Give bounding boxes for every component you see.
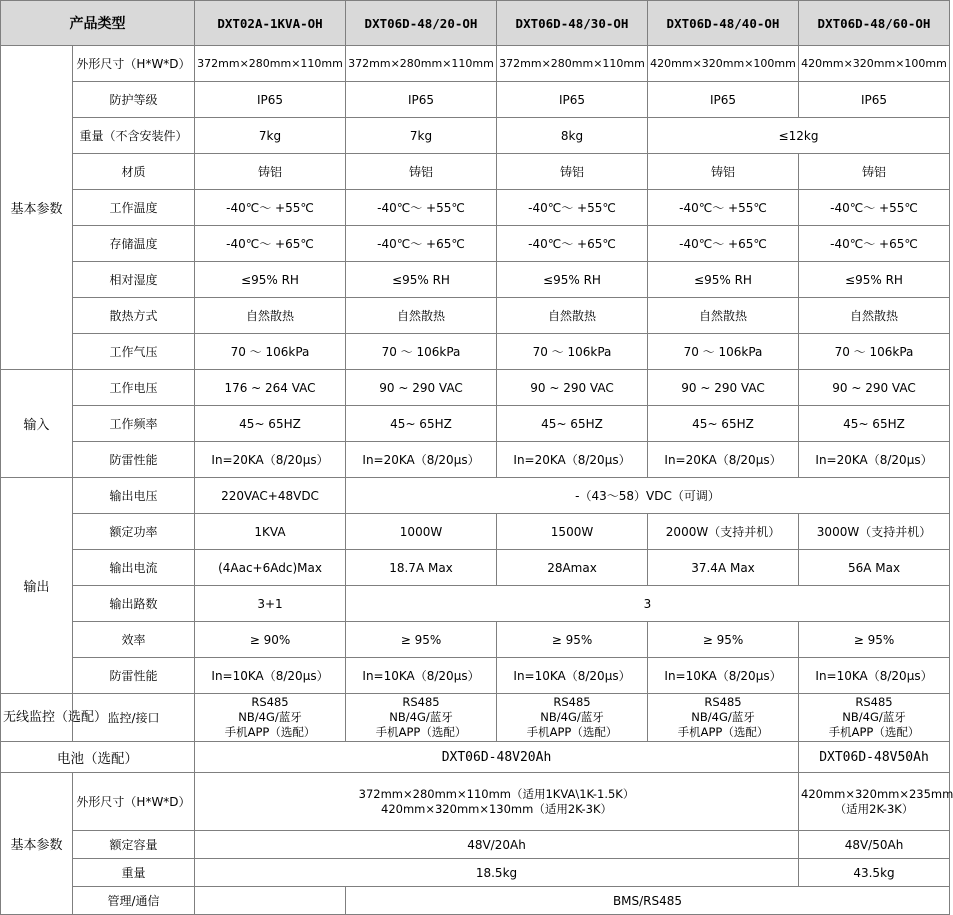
cell: 18.5kg [195,859,799,887]
table-row [1,859,950,887]
cell: IP65 [648,82,799,118]
cell: 70 ～ 106kPa [799,334,950,370]
cell-line: （适用2K-3K） [834,801,914,816]
cell: 70 ～ 106kPa [346,334,497,370]
table-row [1,370,950,406]
cell: 45~ 65HZ [195,406,346,442]
cell: 45~ 65HZ [346,406,497,442]
table-row [1,831,950,859]
cell: 56A Max [799,550,950,586]
cell: -40℃～ +65℃ [648,226,799,262]
row-label: 外形尺寸（H*W*D） [73,773,195,831]
row-label: 工作频率 [73,406,195,442]
battery-model-a: DXT06D-48V20Ah [195,742,799,773]
table-row [1,586,950,622]
cell [195,773,799,831]
row-label: 输出路数 [73,586,195,622]
row-label: 防雷性能 [73,658,195,694]
cell: 372mm×280mm×110mm [346,46,497,82]
table-row [1,262,950,298]
cell [648,694,799,742]
cell: In=10KA（8/20μs） [497,658,648,694]
cell-line: NB/4G/蓝牙 [238,710,302,724]
cell: 420mm×320mm×100mm [648,46,799,82]
row-label: 效率 [73,622,195,658]
cell [195,694,346,742]
cell: -（43～58）VDC（可调） [346,478,950,514]
cell: -40℃～ +55℃ [195,190,346,226]
cell: 7kg [346,118,497,154]
cell: 45~ 65HZ [648,406,799,442]
cell: 1KVA [195,514,346,550]
model-header-1: DXT02A-1KVA-OH [195,1,346,46]
cell-line: 手机APP（选配） [677,725,769,739]
cell: 自然散热 [346,298,497,334]
cell: ≤95% RH [648,262,799,298]
product-type-header: 产品类型 [1,1,195,46]
row-label: 额定功率 [73,514,195,550]
cell-line: NB/4G/蓝牙 [691,710,755,724]
table-row [1,154,950,190]
model-header-3: DXT06D-48/30-OH [497,1,648,46]
cell: In=10KA（8/20μs） [195,658,346,694]
cell: -40℃～ +55℃ [648,190,799,226]
cell: 45~ 65HZ [497,406,648,442]
cell: 70 ～ 106kPa [195,334,346,370]
table-row [1,226,950,262]
cell: IP65 [497,82,648,118]
table-row [1,190,950,226]
cell-line: RS485 [855,695,893,709]
cell: In=10KA（8/20μs） [346,658,497,694]
cell: -40℃～ +55℃ [346,190,497,226]
cell: -40℃～ +55℃ [799,190,950,226]
cell-line: 372mm×280mm×110mm（适用1KVA\1K-1.5K） [358,786,635,801]
cell: 48V/50Ah [799,831,950,859]
cell: 90 ~ 290 VAC [648,370,799,406]
table-row [1,118,950,154]
cell-line: 手机APP（选配） [375,725,467,739]
cell: 48V/20Ah [195,831,799,859]
cell: 3 [346,586,950,622]
cell: 铸铝 [497,154,648,190]
battery-model-b: DXT06D-48V50Ah [799,742,950,773]
cell: 自然散热 [648,298,799,334]
cell: In=10KA（8/20μs） [648,658,799,694]
row-label: 防雷性能 [73,442,195,478]
cell: 自然散热 [497,298,648,334]
cell: ≤95% RH [346,262,497,298]
cell: 90 ~ 290 VAC [346,370,497,406]
cell: -40℃～ +55℃ [497,190,648,226]
cell: 28Amax [497,550,648,586]
cell: 铸铝 [648,154,799,190]
cell: 自然散热 [799,298,950,334]
cell: 43.5kg [799,859,950,887]
cell-line: 手机APP（选配） [526,725,618,739]
cell-line: NB/4G/蓝牙 [389,710,453,724]
table-row [1,658,950,694]
cell [195,887,346,915]
header-row [1,1,950,46]
cell: (4Aac+6Adc)Max [195,550,346,586]
group-basic: 基本参数 [1,46,73,370]
cell: 70 ～ 106kPa [648,334,799,370]
cell: In=20KA（8/20μs） [648,442,799,478]
table-row [1,622,950,658]
cell: 铸铝 [195,154,346,190]
cell: 18.7A Max [346,550,497,586]
cell: -40℃～ +65℃ [195,226,346,262]
cell: 铸铝 [799,154,950,190]
cell-line: 420mm×320mm×235mm [801,786,953,801]
cell: In=20KA（8/20μs） [346,442,497,478]
row-label: 输出电流 [73,550,195,586]
cell: BMS/RS485 [346,887,950,915]
cell-line: RS485 [704,695,742,709]
cell: 176 ~ 264 VAC [195,370,346,406]
table-row [1,82,950,118]
model-header-4: DXT06D-48/40-OH [648,1,799,46]
cell: IP65 [195,82,346,118]
cell [497,694,648,742]
group-battery-basic: 基本参数 [1,773,73,915]
cell [799,694,950,742]
cell: 372mm×280mm×110mm [497,46,648,82]
cell: In=10KA（8/20μs） [799,658,950,694]
cell-line: RS485 [402,695,440,709]
cell: ≤95% RH [195,262,346,298]
cell [346,694,497,742]
table-row [1,773,950,831]
cell: 8kg [497,118,648,154]
cell-line: RS485 [553,695,591,709]
cell-line: 420mm×320mm×130mm（适用2K-3K） [381,801,612,816]
cell: IP65 [799,82,950,118]
cell: ≥ 95% [799,622,950,658]
row-label: 额定容量 [73,831,195,859]
group-input: 输入 [1,370,73,478]
row-label: 工作气压 [73,334,195,370]
cell: 220VAC+48VDC [195,478,346,514]
cell: 45~ 65HZ [799,406,950,442]
cell: IP65 [346,82,497,118]
row-label: 防护等级 [73,82,195,118]
model-header-5: DXT06D-48/60-OH [799,1,950,46]
cell: 3000W（支持并机） [799,514,950,550]
row-label: 散热方式 [73,298,195,334]
cell: ≥ 95% [346,622,497,658]
cell-line: NB/4G/蓝牙 [842,710,906,724]
cell: In=20KA（8/20μs） [195,442,346,478]
table-row [1,514,950,550]
cell-line: 手机APP（选配） [224,725,316,739]
row-label: 监控/接口 [73,694,195,742]
row-label: 工作电压 [73,370,195,406]
cell-line: RS485 [251,695,289,709]
cell: -40℃～ +65℃ [799,226,950,262]
model-header-2: DXT06D-48/20-OH [346,1,497,46]
table-row [1,694,950,742]
cell: ≥ 95% [648,622,799,658]
table-row [1,46,950,82]
cell: 37.4A Max [648,550,799,586]
cell: 7kg [195,118,346,154]
table-row [1,334,950,370]
table-row [1,742,950,773]
cell: ≤95% RH [799,262,950,298]
cell: -40℃～ +65℃ [497,226,648,262]
cell: 2000W（支持并机） [648,514,799,550]
row-label: 材质 [73,154,195,190]
cell [799,773,953,831]
cell-line: 手机APP（选配） [828,725,920,739]
table-row [1,887,950,915]
cell: 3+1 [195,586,346,622]
cell: ≥ 90% [195,622,346,658]
cell: ≥ 95% [497,622,648,658]
cell: 铸铝 [346,154,497,190]
group-wireless: 无线监控（选配） [1,694,73,742]
cell: 70 ～ 106kPa [497,334,648,370]
cell: 1500W [497,514,648,550]
row-label: 重量 [73,859,195,887]
row-label: 输出电压 [73,478,195,514]
cell: 自然散热 [195,298,346,334]
table-row [1,406,950,442]
row-label: 存储温度 [73,226,195,262]
cell-line: NB/4G/蓝牙 [540,710,604,724]
table-row [1,298,950,334]
cell: ≤12kg [648,118,950,154]
table-row [1,442,950,478]
group-output: 输出 [1,478,73,694]
cell: 420mm×320mm×100mm [799,46,950,82]
cell: In=20KA（8/20μs） [799,442,950,478]
row-label: 工作温度 [73,190,195,226]
row-label: 相对湿度 [73,262,195,298]
cell: 372mm×280mm×110mm [195,46,346,82]
group-battery: 电池（选配） [1,742,195,773]
cell: ≤95% RH [497,262,648,298]
cell: 1000W [346,514,497,550]
table-row [1,550,950,586]
row-label: 重量（不含安装件） [73,118,195,154]
cell: 90 ~ 290 VAC [497,370,648,406]
cell: 90 ~ 290 VAC [799,370,950,406]
cell: In=20KA（8/20μs） [497,442,648,478]
row-label: 外形尺寸（H*W*D） [73,46,195,82]
cell: -40℃～ +65℃ [346,226,497,262]
table-row [1,478,950,514]
row-label: 管理/通信 [73,887,195,915]
